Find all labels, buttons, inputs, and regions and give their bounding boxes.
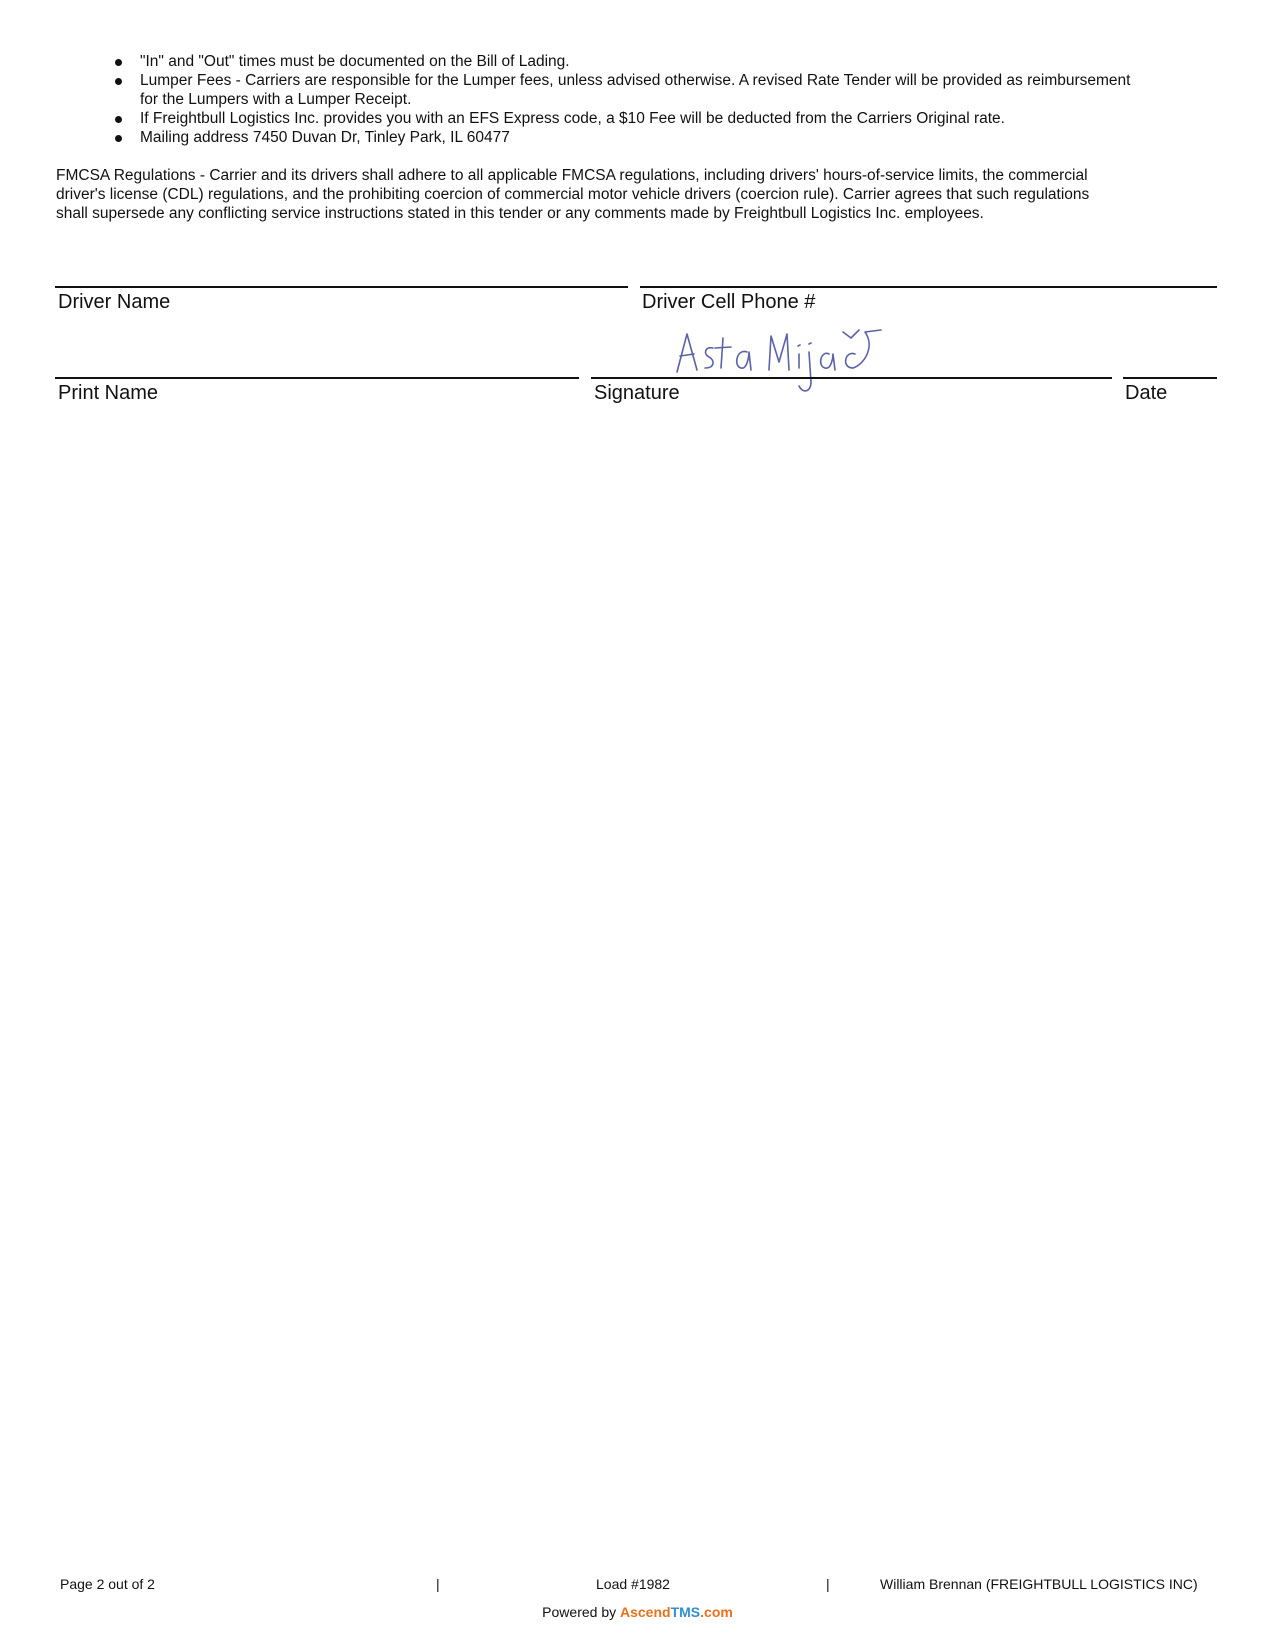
instructions-list [105, 52, 1215, 147]
bullet-icon [115, 59, 122, 66]
handwritten-signature [675, 326, 885, 406]
fmcsa-paragraph [56, 166, 1216, 223]
brand-logo-com: .com [700, 1604, 733, 1620]
date-line [1123, 377, 1217, 379]
driver-name-label: Driver Name [58, 291, 171, 313]
print-name-label: Print Name [58, 382, 159, 404]
fmcsa-line: driver's license (CDL) regulations, and the prohibiting coercion of commercial motor vehicle drivers (coercion rule). Carrier agrees that such regulations [56, 186, 1090, 203]
driver-cell-line [640, 286, 1217, 288]
driver-cell-label: Driver Cell Phone # [642, 291, 816, 313]
brand-logo-ascend: Ascend [620, 1604, 671, 1620]
bullet-text: "In" and "Out" times must be documented on the Bill of Lading. [140, 53, 570, 70]
bullet-text: Lumper Fees - Carriers are responsible for the Lumper fees, unless advised otherwise. A revised Rate Tender will be provided as reimbursement [140, 72, 1131, 89]
list-item [105, 52, 1215, 71]
page-number: Page 2 out of 2 [60, 1576, 155, 1592]
footer-separator: | [436, 1576, 440, 1592]
bullet-text: If Freightbull Logistics Inc. provides you with an EFS Express code, a $10 Fee will be deducted from the Carriers Original rate. [140, 110, 1005, 127]
signature-line [591, 377, 1112, 379]
load-number: Load #1982 [596, 1576, 670, 1592]
list-item [105, 109, 1215, 128]
bullet-text: Mailing address 7450 Duvan Dr, Tinley Park, IL 60477 [140, 129, 510, 146]
list-item [105, 128, 1215, 147]
list-item [105, 71, 1215, 109]
footer-separator: | [826, 1576, 830, 1592]
print-name-line [55, 377, 579, 379]
bullet-icon [115, 116, 122, 123]
bullet-text-continued: for the Lumpers with a Lumper Receipt. [140, 91, 412, 108]
owner-name: William Brennan (FREIGHTBULL LOGISTICS INC) [880, 1576, 1198, 1592]
brand-logo-tms: TMS [670, 1604, 701, 1620]
signature-label: Signature [594, 382, 680, 404]
bullet-icon [115, 135, 122, 142]
fmcsa-line: FMCSA Regulations - Carrier and its drivers shall adhere to all applicable FMCSA regulations, including drivers' hours-of-service limits, the commercial [56, 167, 1088, 184]
powered-by [0, 1604, 1275, 1621]
date-label: Date [1125, 382, 1168, 404]
powered-by-prefix: Powered by [542, 1604, 617, 1620]
fmcsa-line: shall supersede any conflicting service instructions stated in this tender or any comments made by Freightbull Logistics Inc. employees. [56, 205, 984, 222]
bullet-icon [115, 78, 122, 85]
driver-name-line [55, 286, 628, 288]
